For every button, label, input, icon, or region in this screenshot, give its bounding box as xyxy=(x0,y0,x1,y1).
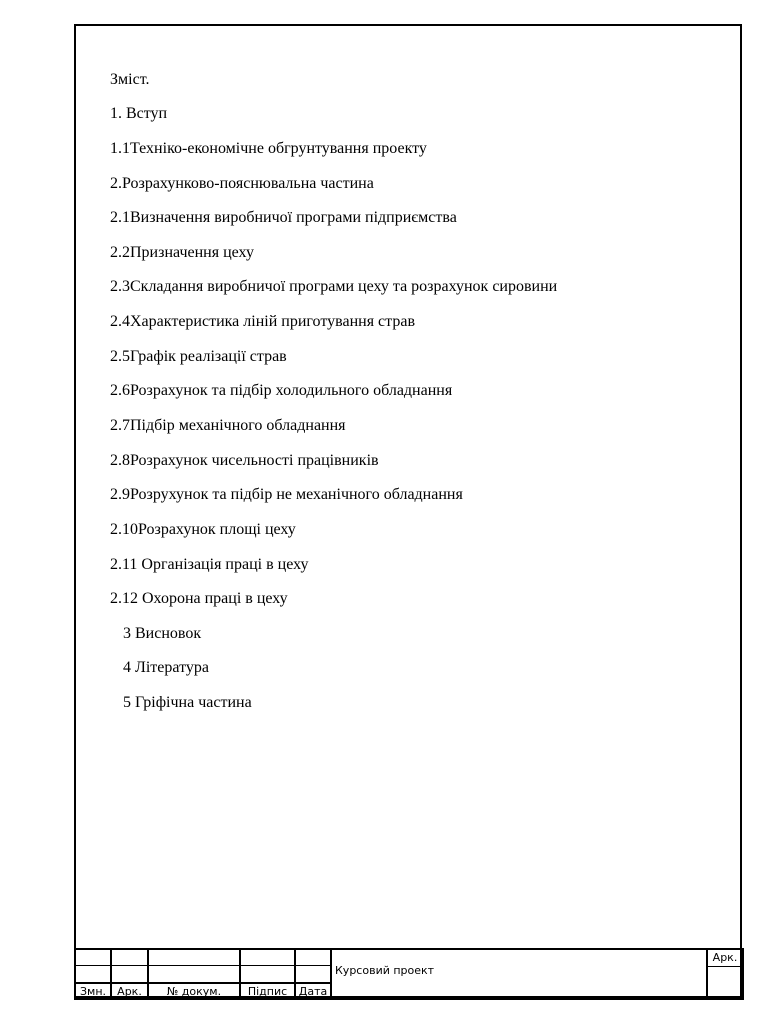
col-label-sign: Підпис xyxy=(247,985,288,998)
toc-item-2-1: 2.1Визначення виробничої програми підприємства xyxy=(110,209,457,226)
toc-item-4: 4 Література xyxy=(123,659,209,676)
col-label-date: Дата xyxy=(298,985,328,998)
title-block-right-line xyxy=(742,948,744,1000)
toc-item-2-8: 2.8Розрахунок чисельності працівників xyxy=(110,452,379,469)
title-block-row-line-1 xyxy=(74,965,331,966)
toc-item-2-6: 2.6Розрахунок та підбір холодильного обладнання xyxy=(110,382,453,399)
toc-item-2-4: 2.4Характеристика ліній приготування страв xyxy=(110,313,415,330)
toc-item-2-2: 2.2Призначення цеху xyxy=(110,244,254,261)
toc-item-2-11: 2.11 Організація праці в цеху xyxy=(110,556,309,573)
sheet-number-label: Арк. xyxy=(712,951,738,964)
toc-item-2-12: 2.12 Охорона праці в цеху xyxy=(110,590,288,607)
toc-heading: Зміст. xyxy=(110,71,150,88)
toc-item-2: 2.Розрахунково-пояснювальна частина xyxy=(110,175,374,192)
toc-item-2-7: 2.7Підбір механічного обладнання xyxy=(110,417,346,434)
toc-item-1-1: 1.1Техніко-економічне обгрунтування проекту xyxy=(110,140,427,157)
col-label-ark: Арк. xyxy=(117,985,142,998)
title-block-bottom-line xyxy=(74,998,744,1000)
toc-item-2-5: 2.5Графік реалізації страв xyxy=(110,348,287,365)
toc-item-1: 1. Вступ xyxy=(110,105,168,122)
toc-item-2-10: 2.10Розрахунок площі цеху xyxy=(110,521,296,538)
title-block-top-line xyxy=(74,948,744,950)
toc-item-2-9: 2.9Розрухунок та підбір не механічного обладнання xyxy=(110,486,463,503)
col-label-doc: № докум. xyxy=(166,985,222,998)
title-block-row-line-2 xyxy=(74,982,331,984)
toc-item-5: 5 Гріфічна частина xyxy=(123,694,252,711)
toc-item-3: 3 Висновок xyxy=(123,625,202,642)
sheet-cell-line xyxy=(706,966,744,967)
title-block xyxy=(74,948,744,1000)
toc-item-2-3: 2.3Складання виробничої програми цеху та розрахунок сировини xyxy=(110,278,558,295)
page-frame xyxy=(74,24,742,998)
col-label-zmn: Змн. xyxy=(79,985,107,998)
col-divider-5 xyxy=(330,948,332,1000)
project-title: Курсовий проект xyxy=(335,964,435,977)
